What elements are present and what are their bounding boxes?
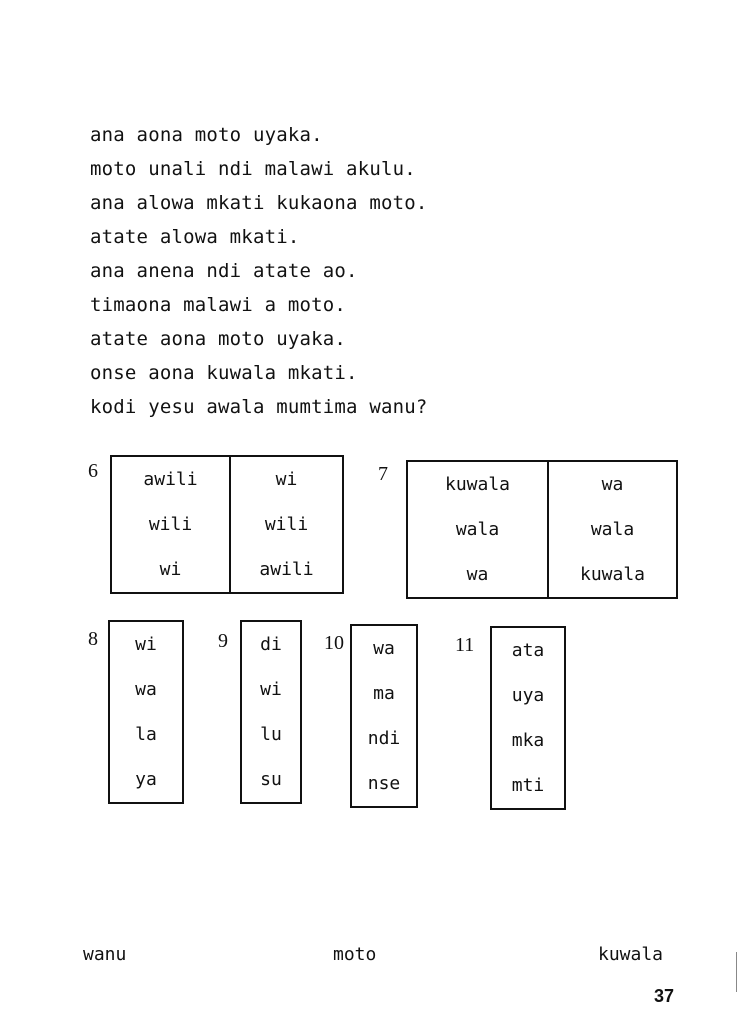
exercise-number-6: 6: [88, 460, 98, 482]
table-cell: uya: [511, 685, 545, 706]
exercise-11-table: [490, 626, 566, 810]
table-cell: kuwala: [548, 552, 677, 598]
sentence-line: ana anena ndi atate ao.: [90, 260, 358, 282]
table-cell: wili: [148, 514, 193, 535]
sentence-line: ana alowa mkati kukaona moto.: [90, 192, 428, 214]
reading-passage: [90, 118, 428, 424]
table-cell: ata: [511, 640, 545, 661]
exercise-number-11: 11: [455, 634, 475, 656]
table-cell: awili: [230, 547, 343, 593]
table-cell: wa: [466, 564, 489, 585]
sentence-line: onse aona kuwala mkati.: [90, 362, 358, 384]
table-cell: lu: [260, 724, 282, 745]
table-cell: wi: [260, 679, 282, 700]
exercise-number-10: 10: [324, 632, 344, 654]
footer-word-right: kuwala: [598, 944, 664, 965]
table-cell: ndi: [367, 728, 401, 749]
table-cell: nse: [367, 773, 401, 794]
table-cell: wa: [135, 679, 157, 700]
exercise-number-8: 8: [88, 628, 98, 650]
table-cell: wa: [548, 461, 677, 507]
exercise-8-table: [108, 620, 184, 804]
sentence-line: kodi yesu awala mumtima wanu?: [90, 396, 428, 418]
margin-rule: [736, 952, 737, 992]
table-cell: mka: [511, 730, 545, 751]
exercise-6-table: [110, 455, 344, 594]
table-cell: di: [260, 634, 282, 655]
table-cell: wi: [230, 456, 343, 502]
table-cell: wala: [455, 519, 500, 540]
exercise-number-9: 9: [218, 630, 228, 652]
footer-word-center: moto: [333, 944, 377, 965]
table-cell: kuwala: [444, 474, 511, 495]
table-cell: mti: [511, 775, 545, 796]
table-cell: su: [260, 769, 282, 790]
exercise-9-table: [240, 620, 302, 804]
sentence-line: timaona malawi a moto.: [90, 294, 347, 316]
table-cell: wa: [373, 638, 395, 659]
sentence-line: atate aona moto uyaka.: [90, 328, 347, 350]
sentence-line: ana aona moto uyaka.: [90, 124, 323, 146]
sentence-line: atate alowa mkati.: [90, 226, 300, 248]
sentence-line: moto unali ndi malawi akulu.: [90, 158, 416, 180]
table-cell: ya: [135, 769, 157, 790]
table-cell: wi: [159, 559, 182, 580]
exercise-number-7: 7: [378, 463, 388, 485]
exercise-7-table: [406, 460, 678, 599]
table-cell: la: [135, 724, 157, 745]
table-cell: wi: [135, 634, 157, 655]
page-number: 37: [654, 986, 675, 1006]
table-cell: wala: [548, 507, 677, 552]
table-cell: ma: [373, 683, 395, 704]
table-cell: awili: [143, 469, 198, 490]
table-cell: wili: [230, 502, 343, 547]
footer-word-left: wanu: [83, 944, 127, 965]
exercise-10-table: [350, 624, 418, 808]
